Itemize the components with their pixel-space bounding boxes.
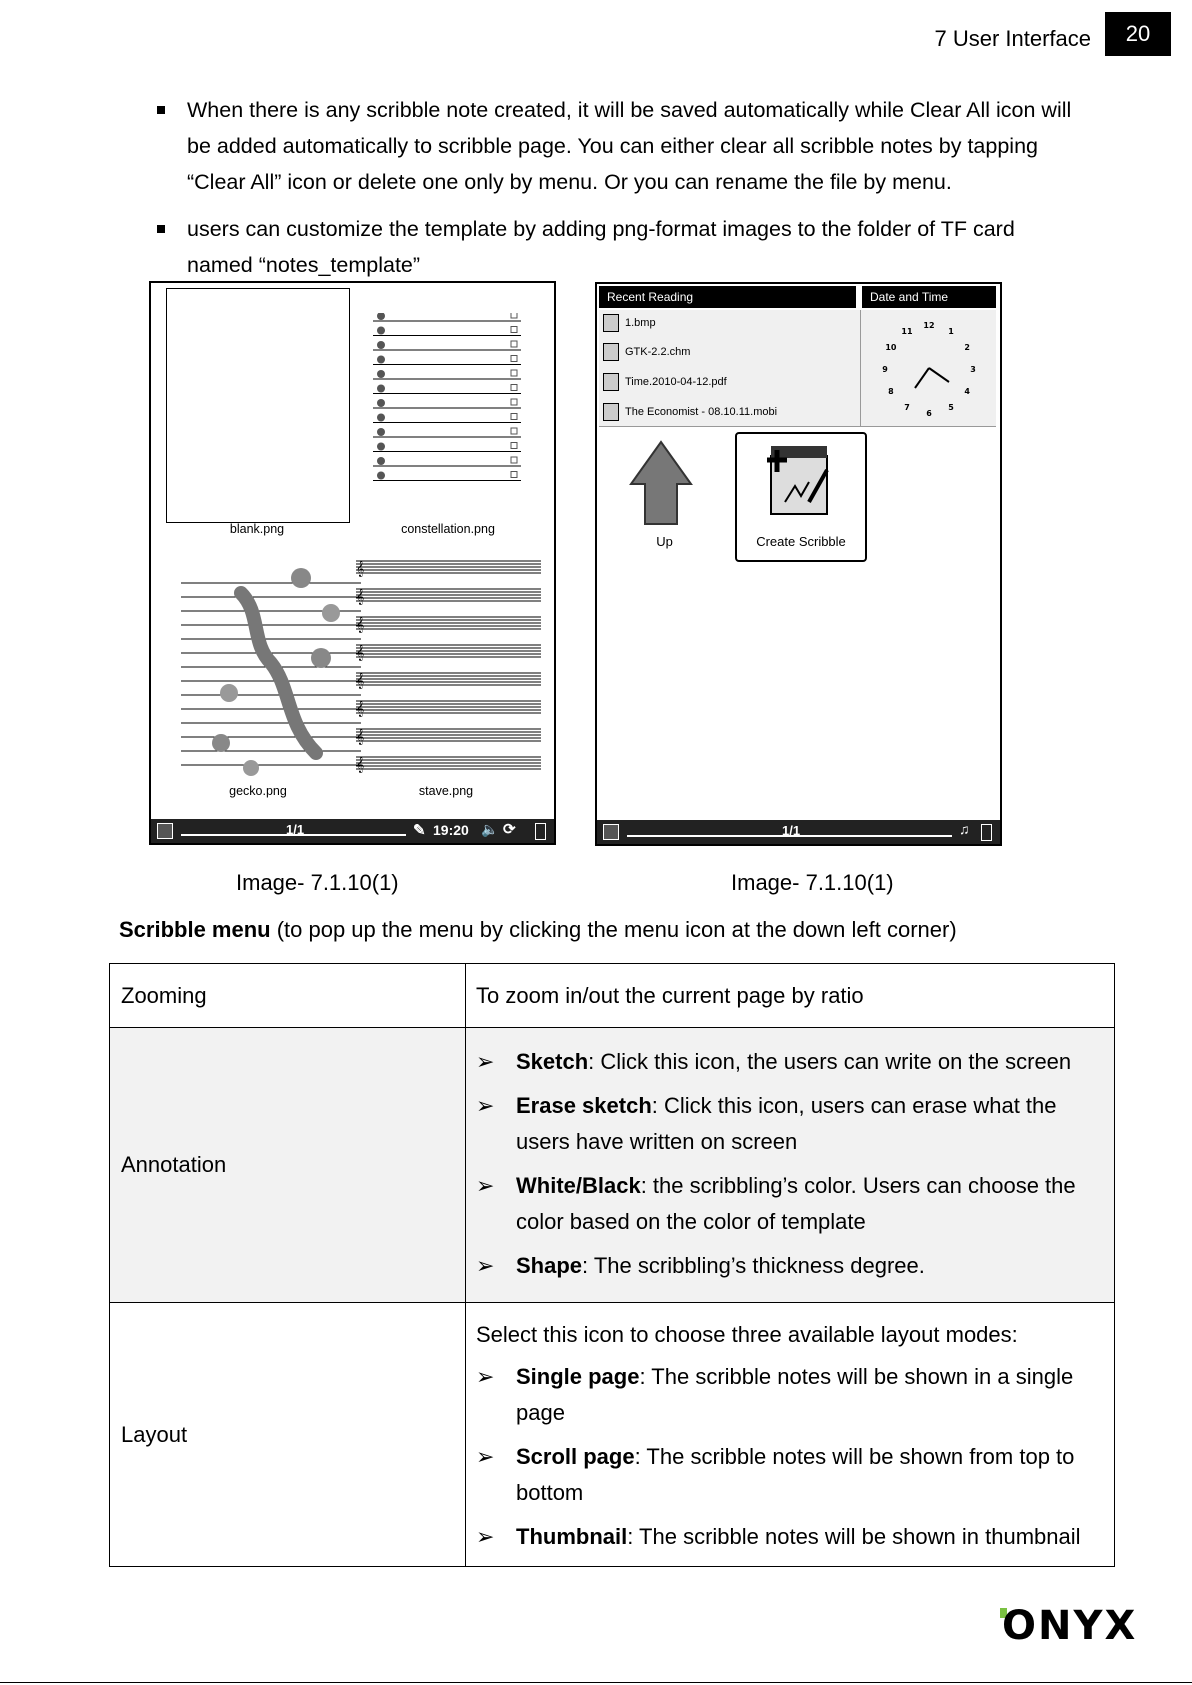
home-screen [595, 282, 1002, 846]
section-heading-bold: Scribble menu [119, 917, 271, 942]
table-row [110, 1303, 1115, 1567]
section-heading-rest: (to pop up the menu by clicking the menu icon at the down left corner) [270, 917, 957, 942]
table-row [110, 1028, 1115, 1303]
create-scribble-button[interactable] [735, 432, 867, 562]
recent-item[interactable]: Time.2010-04-12.pdf [603, 372, 727, 392]
list-item: ➢ Thumbnail: The scribble notes will be shown in thumbnail [476, 1519, 1104, 1555]
svg-text:𝄞: 𝄞 [356, 729, 365, 745]
arrow-bullet-icon: ➢ [476, 1443, 495, 1469]
battery-icon [535, 823, 546, 840]
list-item: ➢ Erase sketch: Click this icon, users can erase what the users have written on screen [476, 1088, 1104, 1160]
stave-template-thumb[interactable] [356, 553, 541, 783]
list-item: ➢ Scroll page: The scribble notes will be shown from top to bottom [476, 1439, 1104, 1511]
clock-number: 1 [948, 326, 954, 336]
page-indicator: 1/1 [286, 822, 305, 837]
clock-number: 5 [948, 403, 954, 413]
menu-desc-cell [466, 1028, 1115, 1303]
clock-number: 3 [970, 365, 976, 374]
menu-name-cell: Layout [110, 1303, 466, 1567]
page-number: 20 [1105, 12, 1171, 56]
scribble-menu-table [109, 963, 1115, 1567]
date-time-header: Date and Time [860, 286, 996, 308]
bullet-text: When there is any scribble note created, it will be saved automatically while Clear All icon will be added automatically to scribble page. You can either clear all scribble notes by tapping “Clear All” icon or delete one only by menu. Or you can rename the file by menu. [187, 98, 1072, 194]
up-arrow-icon[interactable] [627, 434, 702, 529]
bullet-item [157, 92, 1077, 200]
list-item: ➢ Sketch: Click this icon, the users can write on the screen [476, 1044, 1104, 1080]
recent-reading-header: Recent Reading [599, 286, 856, 308]
clock-number: 7 [904, 403, 910, 413]
table-row [110, 964, 1115, 1028]
tile-caption: blank.png [229, 522, 285, 536]
svg-text:𝄞: 𝄞 [356, 757, 365, 773]
list-item: ➢ Shape: The scribbling’s thickness degree. [476, 1248, 1104, 1284]
clock-number: 4 [964, 387, 970, 396]
recent-item[interactable]: The Economist - 08.10.11.mobi [603, 402, 777, 422]
tile-caption: gecko.png [229, 784, 287, 798]
list-item: ➢ White/Black: the scribbling’s color. Users can choose the color based on the color of template [476, 1168, 1104, 1240]
clock-number: 9 [882, 365, 888, 374]
bullet-text: users can customize the template by adding png-format images to the folder of TF card named “notes_template” [187, 217, 1015, 277]
clock-number: 8 [888, 387, 894, 396]
menu-desc-cell: To zoom in/out the current page by ratio [466, 964, 1115, 1028]
menu-desc-cell [466, 1303, 1115, 1567]
footer-rule [0, 1682, 1192, 1683]
menu-icon[interactable] [157, 823, 173, 839]
volume-icon[interactable]: 🔈 [481, 821, 499, 837]
create-scribble-label: Create Scribble [756, 534, 846, 549]
arrow-bullet-icon: ➢ [476, 1173, 495, 1198]
bullet-square-icon [157, 106, 165, 114]
layout-intro: Select this icon to choose three available layout modes: [476, 1321, 1018, 1347]
image-caption: Image- 7.1.10(1) [731, 870, 894, 895]
arrow-bullet-icon: ➢ [476, 1049, 495, 1074]
template-screen [149, 281, 556, 845]
analog-clock [867, 312, 992, 424]
recent-item[interactable]: 1.bmp [603, 313, 656, 333]
arrow-bullet-icon: ➢ [476, 1093, 495, 1118]
svg-text:𝄞: 𝄞 [356, 589, 365, 605]
arrow-bullet-icon: ➢ [476, 1253, 495, 1278]
menu-icon[interactable] [603, 824, 619, 840]
bullet-square-icon [157, 225, 165, 233]
document-icon [603, 314, 619, 332]
onyx-logo: ONYX [1002, 1603, 1138, 1649]
clock-number: 11 [901, 326, 913, 336]
svg-text:𝄞: 𝄞 [356, 701, 365, 717]
status-bar [151, 819, 554, 843]
scribble-icon [765, 442, 835, 522]
menu-name-cell: Annotation [110, 1028, 466, 1303]
document-icon [603, 403, 619, 421]
battery-icon [981, 824, 992, 841]
recent-item[interactable]: GTK-2.2.chm [603, 342, 690, 362]
arrow-bullet-icon: ➢ [476, 1363, 495, 1389]
clock-number: 6 [926, 409, 932, 418]
pen-icon[interactable]: ✎ [413, 822, 426, 839]
list-item: ➢ Single page: The scribble notes will be shown in a single page [476, 1359, 1104, 1431]
svg-text:𝄞: 𝄞 [356, 617, 365, 633]
blank-template-thumb[interactable] [166, 288, 350, 523]
menu-name-cell: Zooming [110, 964, 466, 1028]
tile-caption: stave.png [418, 784, 474, 798]
clock-number: 12 [923, 321, 935, 330]
arrow-bullet-icon: ➢ [476, 1523, 495, 1549]
music-icon: ♫ [959, 821, 970, 837]
gecko-icon [241, 593, 316, 753]
section-heading [119, 917, 957, 943]
bullet-item [157, 211, 1077, 283]
header-title: 7 User Interface [934, 26, 1091, 51]
svg-text:𝄞: 𝄞 [356, 561, 365, 577]
status-bar [597, 820, 1000, 844]
page-indicator: 1/1 [782, 823, 801, 838]
clock-number: 10 [885, 343, 897, 352]
constellation-template-thumb[interactable] [373, 313, 523, 493]
document-icon [603, 343, 619, 361]
document-icon [603, 373, 619, 391]
svg-text:𝄞: 𝄞 [356, 673, 365, 689]
clock-time: 19:20 [433, 822, 469, 838]
clock-number: 2 [964, 343, 970, 352]
tile-caption: constellation.png [401, 522, 495, 536]
gecko-template-thumb[interactable] [181, 553, 361, 793]
up-label: Up [656, 534, 673, 549]
image-caption: Image- 7.1.10(1) [236, 870, 399, 895]
rotate-icon[interactable]: ⟳ [503, 821, 516, 838]
svg-text:𝄞: 𝄞 [356, 645, 365, 661]
